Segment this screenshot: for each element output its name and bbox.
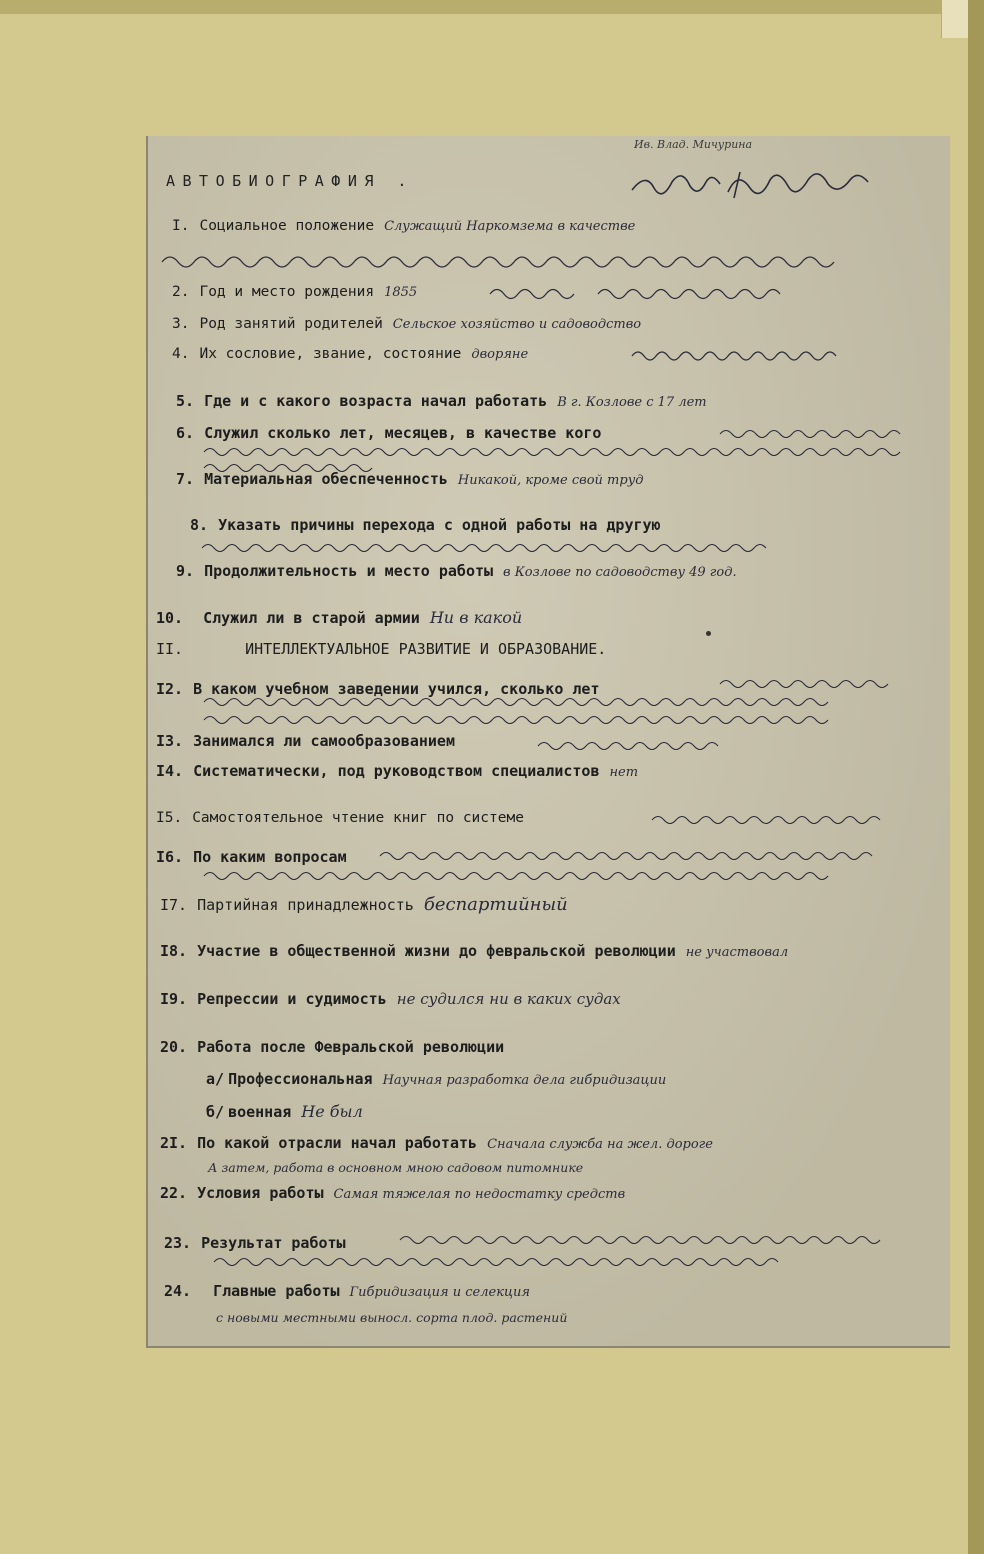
ink-dot bbox=[706, 631, 711, 636]
question-23: 23. Результат работы bbox=[164, 1234, 346, 1252]
question-17: I7. Партийная принадлежность беспартийный bbox=[160, 894, 568, 915]
question-20b: б/ военная Не был bbox=[206, 1102, 363, 1121]
answer-22: Самая тяжелая по недостатку средств bbox=[333, 1187, 626, 1202]
answer-21-continuation: А затем, работа в основном мною садовом питомнике bbox=[208, 1160, 584, 1175]
answer-19: не судился ни в каких судах bbox=[396, 990, 621, 1008]
question-3: 3. Род занятий родителей Сельское хозяйство и садоводство bbox=[172, 316, 642, 332]
handwriting-scribble-13 bbox=[536, 736, 726, 754]
handwriting-scribble-6 bbox=[200, 424, 910, 474]
question-11-heading: II. ИНТЕЛЛЕКТУАЛЬНОЕ РАЗВИТИЕ И ОБРАЗОВАНИЕ. bbox=[156, 640, 607, 658]
question-4: 4. Их сословие, звание, состояние дворяне bbox=[172, 346, 529, 362]
answer-4: дворяне bbox=[471, 347, 529, 362]
signature-caption: Ив. Влад. Мичурина bbox=[634, 138, 753, 151]
answer-3: Сельское хозяйство и садоводство bbox=[392, 317, 642, 332]
question-21: 2I. По какой отрасли начал работать Сначала служба на жел. дороге bbox=[160, 1134, 713, 1152]
answer-14: нет bbox=[609, 765, 639, 780]
answer-24: Гибридизация и селекция bbox=[349, 1285, 531, 1300]
answer-17: беспартийный bbox=[423, 894, 568, 915]
answer-20a: Научная разработка дела гибридизации bbox=[382, 1073, 667, 1088]
handwriting-scribble-15 bbox=[650, 808, 900, 828]
answer-21: Сначала служба на жел. дороге bbox=[487, 1137, 713, 1152]
question-10: 10. Служил ли в старой армии Ни в какой bbox=[156, 608, 523, 627]
question-14: I4. Систематически, под руководством специалистов нет bbox=[156, 762, 639, 780]
answer-24-continuation: с новыми местными выносл. сорта плод. растений bbox=[216, 1310, 568, 1325]
handwriting-scribble-2 bbox=[488, 282, 788, 302]
answer-2: 1855 bbox=[384, 285, 418, 300]
answer-18: не участвовал bbox=[685, 945, 789, 960]
handwriting-scribble-12 bbox=[200, 672, 900, 736]
handwriting-scribble-4 bbox=[630, 344, 850, 364]
answer-20b: Не был bbox=[301, 1102, 363, 1121]
question-1: I. Социальное положение Служащий Наркомзема в качестве bbox=[172, 218, 636, 234]
question-20a: а/ Профессиональная Научная разработка дела гибридизации bbox=[206, 1070, 667, 1088]
question-7: 7. Материальная обеспеченность Никакой, кроме свой труд bbox=[176, 470, 644, 488]
scan-right-edge bbox=[968, 0, 984, 1554]
question-5: 5. Где и с какого возраста начал работать В г. Козлове с 17 лет bbox=[176, 392, 707, 410]
answer-9: в Козлове по садоводству 49 год. bbox=[503, 565, 737, 580]
handwriting-scribble-23 bbox=[210, 1230, 900, 1270]
question-20: 20. Работа после Февральской революции bbox=[160, 1038, 505, 1056]
scan-top-edge bbox=[0, 0, 984, 14]
question-16: I6. По каким вопросам bbox=[156, 848, 347, 866]
question-18: I8. Участие в общественной жизни до февральской революции не участвовал bbox=[160, 942, 789, 960]
answer-5: В г. Козлове с 17 лет bbox=[557, 395, 707, 410]
question-12: I2. В каком учебном заведении учился, сколько лет bbox=[156, 680, 600, 698]
paper-corner bbox=[941, 0, 968, 38]
question-19: I9. Репрессии и судимость не судился ни в каких судах bbox=[160, 990, 621, 1008]
question-13: I3. Занимался ли самообразованием bbox=[156, 732, 455, 750]
question-24: 24. Главные работы Гибридизация и селекция bbox=[164, 1282, 531, 1300]
document-title: АВТОБИОГРАФИЯ . bbox=[166, 172, 414, 190]
question-9: 9. Продолжительность и место работы в Козлове по садоводству 49 год. bbox=[176, 562, 737, 580]
answer-1: Служащий Наркомзема в качестве bbox=[384, 219, 636, 234]
handwriting-scribble-1 bbox=[160, 248, 860, 272]
handwriting-scribble-8 bbox=[200, 538, 790, 558]
question-15: I5. Самостоятельное чтение книг по системе bbox=[156, 810, 524, 826]
handwriting-scribble-16 bbox=[200, 846, 900, 886]
question-8: 8. Указать причины перехода с одной работы на другую bbox=[190, 516, 661, 534]
question-6: 6. Служил сколько лет, месяцев, в качестве кого bbox=[176, 424, 602, 442]
answer-7: Никакой, кроме свой труд bbox=[457, 473, 644, 488]
answer-10: Ни в какой bbox=[429, 608, 523, 627]
handwritten-signature bbox=[628, 166, 894, 200]
question-2: 2. Год и место рождения 1855 bbox=[172, 284, 418, 300]
question-22: 22. Условия работы Самая тяжелая по недостатку средств bbox=[160, 1184, 626, 1202]
